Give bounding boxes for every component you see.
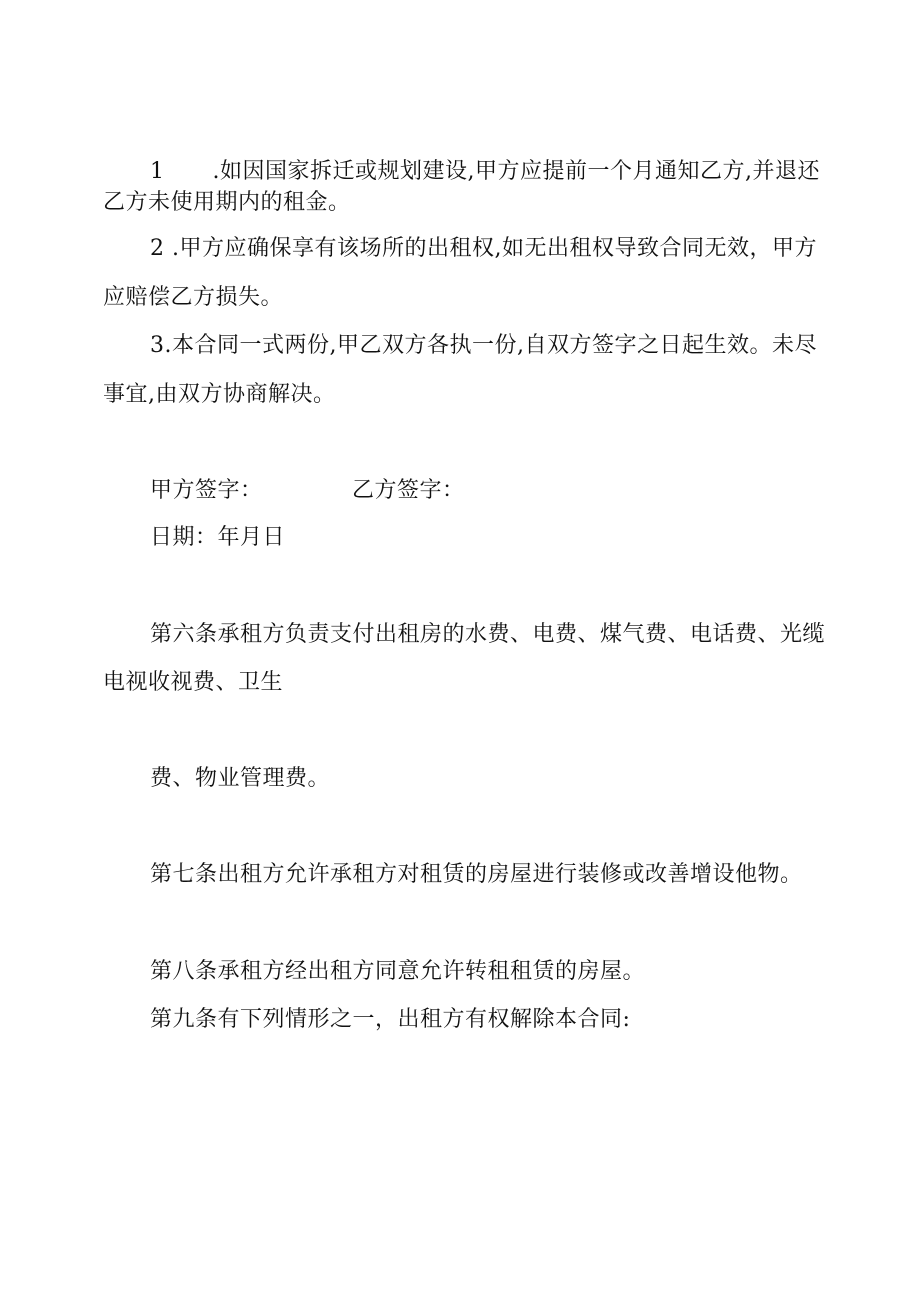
clause-3-line-1: 3.本合同一式两份,甲乙双方各执一份,自双方签字之日起生效。未尽: [150, 333, 817, 358]
article-9: 第九条有下列情形之一，出租方有权解除本合同:: [150, 1007, 631, 1032]
clause-1-line-2: 乙方未使用期内的租金。: [103, 190, 351, 215]
party-b-signature-label: 乙方签字：: [352, 478, 465, 503]
article-6-line-1: 第六条承租方负责支付出租房的水费、电费、煤气费、电话费、光缆: [150, 622, 826, 647]
clause-2-line-1: 2 .甲方应确保享有该场所的出租权,如无出租权导致合同无效，甲方: [150, 236, 817, 261]
party-a-signature-label: 甲方签字：: [150, 478, 263, 503]
clause-1-text: .如因国家拆迁或规划建设,甲方应提前一个月通知乙方,并退还: [212, 159, 820, 184]
article-8: 第八条承租方经出租方同意允许转租租赁的房屋。: [150, 959, 646, 984]
date-label: 日期：年月日: [150, 525, 286, 550]
clause-3-line-2: 事宜,由双方协商解决。: [103, 382, 336, 407]
article-6-line-2: 电视收视费、卫生: [103, 670, 284, 695]
clause-1-line-1: [150, 157, 820, 187]
clause-1-number: 1: [150, 159, 165, 184]
clause-2-line-2: 应赔偿乙方损失。: [103, 285, 284, 310]
article-6-line-3: 费、物业管理费。: [150, 766, 331, 791]
article-7: 第七条出租方允许承租方对租赁的房屋进行装修或改善增设他物。: [150, 862, 803, 887]
